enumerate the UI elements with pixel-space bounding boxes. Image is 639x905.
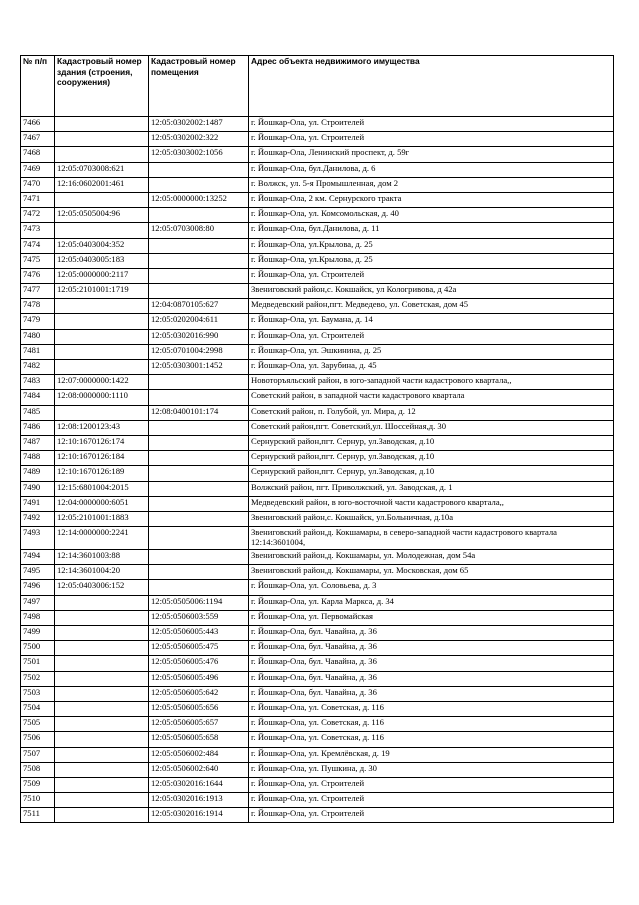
- cell-building-cadastral: [55, 329, 149, 344]
- table-header: [21, 56, 614, 117]
- table-row: [21, 580, 614, 595]
- cell-address: Сернурский район,пгт. Сернур, ул.Заводская, д.10: [249, 466, 614, 481]
- table-row: [21, 314, 614, 329]
- cell-room-cadastral: 12:05:0303002:1056: [149, 147, 249, 162]
- cell-num: 7478: [21, 299, 55, 314]
- table-row: [21, 595, 614, 610]
- table-row: [21, 344, 614, 359]
- cell-room-cadastral: [149, 580, 249, 595]
- table-row: [21, 762, 614, 777]
- cell-building-cadastral: 12:16:0602001:461: [55, 177, 149, 192]
- table-row: [21, 626, 614, 641]
- table-row: [21, 550, 614, 565]
- cell-num: 7470: [21, 177, 55, 192]
- cell-num: 7479: [21, 314, 55, 329]
- cell-address: г. Йошкар-Ола, ул.Крылова, д. 25: [249, 238, 614, 253]
- cell-room-cadastral: [149, 268, 249, 283]
- cell-building-cadastral: [55, 671, 149, 686]
- cell-building-cadastral: [55, 717, 149, 732]
- cell-num: 7468: [21, 147, 55, 162]
- cell-address: г. Йошкар-Ола, ул. Зарубина, д. 45: [249, 360, 614, 375]
- cell-address: Звениговский район,д. Кокшамары, ул. Московская, дом 65: [249, 565, 614, 580]
- cell-num: 7481: [21, 344, 55, 359]
- cell-room-cadastral: 12:05:0202004:611: [149, 314, 249, 329]
- table-row: [21, 117, 614, 132]
- cell-num: 7482: [21, 360, 55, 375]
- cell-num: 7492: [21, 511, 55, 526]
- table-row: [21, 686, 614, 701]
- cell-num: 7506: [21, 732, 55, 747]
- cell-num: 7508: [21, 762, 55, 777]
- cell-room-cadastral: 12:05:0302016:1913: [149, 793, 249, 808]
- cell-address: Медведевский район,пгт. Медведево, ул. Советская, дом 45: [249, 299, 614, 314]
- table-row: [21, 747, 614, 762]
- cell-building-cadastral: [55, 732, 149, 747]
- cell-building-cadastral: 12:05:2101001:1883: [55, 511, 149, 526]
- cell-room-cadastral: [149, 284, 249, 299]
- cell-building-cadastral: 12:14:0000000:2241: [55, 527, 149, 550]
- table-row: [21, 565, 614, 580]
- header-building-cadastral: Кадастровый номер здания (строения, сооружения): [55, 56, 149, 117]
- cell-num: 7490: [21, 481, 55, 496]
- cell-num: 7511: [21, 808, 55, 823]
- cell-building-cadastral: [55, 314, 149, 329]
- cell-num: 7472: [21, 208, 55, 223]
- cell-num: 7469: [21, 162, 55, 177]
- cell-room-cadastral: 12:04:0870105:627: [149, 299, 249, 314]
- cell-room-cadastral: 12:05:0506005:642: [149, 686, 249, 701]
- table-row: [21, 147, 614, 162]
- cell-num: 7473: [21, 223, 55, 238]
- cell-num: 7477: [21, 284, 55, 299]
- table-row: [21, 284, 614, 299]
- cell-building-cadastral: 12:05:0403004:352: [55, 238, 149, 253]
- cell-address: г. Йошкар-Ола, ул. Эшкинина, д. 25: [249, 344, 614, 359]
- cell-address: г. Йошкар-Ола, ул. Строителей: [249, 132, 614, 147]
- cell-room-cadastral: 12:05:0302002:1487: [149, 117, 249, 132]
- cell-address: г. Йошкар-Ола, бул. Чавайна, д. 36: [249, 641, 614, 656]
- cell-building-cadastral: [55, 360, 149, 375]
- cell-address: г. Йошкар-Ола, бул.Данилова, д. 6: [249, 162, 614, 177]
- cell-num: 7485: [21, 405, 55, 420]
- cell-building-cadastral: 12:05:2101001:1719: [55, 284, 149, 299]
- cell-address: г. Йошкар-Ола, бул. Чавайна, д. 36: [249, 626, 614, 641]
- cell-address: г. Йошкар-Ола, ул. Первомайская: [249, 610, 614, 625]
- cell-address: Волжский район, пгт. Приволжский, ул. Заводская, д. 1: [249, 481, 614, 496]
- cell-room-cadastral: [149, 375, 249, 390]
- cell-building-cadastral: [55, 641, 149, 656]
- table-row: [21, 375, 614, 390]
- cell-num: 7501: [21, 656, 55, 671]
- cell-building-cadastral: [55, 777, 149, 792]
- cell-num: 7486: [21, 420, 55, 435]
- cell-num: 7471: [21, 192, 55, 207]
- cell-num: 7467: [21, 132, 55, 147]
- table-row: [21, 717, 614, 732]
- cell-room-cadastral: [149, 481, 249, 496]
- table-row: [21, 732, 614, 747]
- cell-address: г. Йошкар-Ола, ул. Строителей: [249, 793, 614, 808]
- table-row: [21, 511, 614, 526]
- cell-address: г. Йошкар-Ола, бул.Данилова, д. 11: [249, 223, 614, 238]
- cell-building-cadastral: 12:05:0000000:2117: [55, 268, 149, 283]
- cell-building-cadastral: 12:05:0403006:152: [55, 580, 149, 595]
- cell-building-cadastral: [55, 626, 149, 641]
- table-row: [21, 208, 614, 223]
- cell-building-cadastral: [55, 656, 149, 671]
- header-address: Адрес объекта недвижимого имущества: [249, 56, 614, 117]
- cell-address: Медведевский район, в юго-восточной части кадастрового квартала,,: [249, 496, 614, 511]
- cell-room-cadastral: [149, 511, 249, 526]
- table-row: [21, 132, 614, 147]
- cell-room-cadastral: [149, 420, 249, 435]
- cell-num: 7466: [21, 117, 55, 132]
- cell-room-cadastral: 12:05:0303001:1452: [149, 360, 249, 375]
- table-row: [21, 390, 614, 405]
- cell-building-cadastral: 12:10:1670126:174: [55, 435, 149, 450]
- cell-building-cadastral: 12:05:0703008:621: [55, 162, 149, 177]
- cell-address: г. Йошкар-Ола, ул. Комсомольская, д. 40: [249, 208, 614, 223]
- cell-building-cadastral: 12:04:0000000:6051: [55, 496, 149, 511]
- cell-room-cadastral: [149, 527, 249, 550]
- cell-room-cadastral: 12:05:0506005:657: [149, 717, 249, 732]
- table-row: [21, 177, 614, 192]
- cell-num: 7474: [21, 238, 55, 253]
- cell-num: 7505: [21, 717, 55, 732]
- cell-building-cadastral: [55, 793, 149, 808]
- cell-building-cadastral: 12:14:3601004:20: [55, 565, 149, 580]
- cell-num: 7484: [21, 390, 55, 405]
- cell-building-cadastral: [55, 147, 149, 162]
- cell-room-cadastral: 12:05:0506005:656: [149, 701, 249, 716]
- table-row: [21, 329, 614, 344]
- cell-room-cadastral: 12:05:0506003:559: [149, 610, 249, 625]
- cell-num: 7503: [21, 686, 55, 701]
- cell-address: Советский район, в западной части кадастрового квартала: [249, 390, 614, 405]
- cell-building-cadastral: 12:10:1670126:184: [55, 451, 149, 466]
- cell-building-cadastral: 12:10:1670126:189: [55, 466, 149, 481]
- cell-room-cadastral: 12:05:0703008:80: [149, 223, 249, 238]
- cell-building-cadastral: 12:08:1200123:43: [55, 420, 149, 435]
- table-row: [21, 641, 614, 656]
- table-row: [21, 808, 614, 823]
- table-row: [21, 405, 614, 420]
- cell-room-cadastral: 12:05:0302016:1914: [149, 808, 249, 823]
- cell-address: г. Йошкар-Ола, ул. Строителей: [249, 117, 614, 132]
- cell-num: 7496: [21, 580, 55, 595]
- cell-num: 7497: [21, 595, 55, 610]
- cell-building-cadastral: 12:15:6801004:2015: [55, 481, 149, 496]
- cell-address: Сернурский район,пгт. Сернур, ул.Заводская, д.10: [249, 435, 614, 450]
- cell-building-cadastral: [55, 223, 149, 238]
- cell-room-cadastral: 12:05:0506005:475: [149, 641, 249, 656]
- cell-room-cadastral: [149, 238, 249, 253]
- cell-address: Сернурский район,пгт. Сернур, ул.Заводская, д.10: [249, 451, 614, 466]
- cell-address: г. Йошкар-Ола, бул. Чавайна, д. 36: [249, 656, 614, 671]
- cell-address: г. Йошкар-Ола, ул. Строителей: [249, 329, 614, 344]
- cell-num: 7489: [21, 466, 55, 481]
- cell-address: г. Йошкар-Ола, ул. Карла Маркса, д. 34: [249, 595, 614, 610]
- cell-address: г. Йошкар-Ола, 2 км. Сернурского тракта: [249, 192, 614, 207]
- cell-address: Звениговский район,д. Кокшамары, в северо-западной части кадастрового квартала 12:14:3601004,: [249, 527, 614, 550]
- cell-num: 7487: [21, 435, 55, 450]
- cell-room-cadastral: 12:05:0505006:1194: [149, 595, 249, 610]
- cell-address: г. Волжск, ул. 5-я Промышленная, дом 2: [249, 177, 614, 192]
- cell-address: г. Йошкар-Ола, бул. Чавайна, д. 36: [249, 671, 614, 686]
- cell-num: 7495: [21, 565, 55, 580]
- cell-room-cadastral: 12:05:0000000:13252: [149, 192, 249, 207]
- cell-building-cadastral: [55, 192, 149, 207]
- table-row: [21, 481, 614, 496]
- table-row: [21, 527, 614, 550]
- table-row: [21, 223, 614, 238]
- cell-room-cadastral: 12:05:0701004:2998: [149, 344, 249, 359]
- header-num: № п/п: [21, 56, 55, 117]
- table-row: [21, 299, 614, 314]
- cell-address: Советский район, п. Голубой, ул. Мира, д. 12: [249, 405, 614, 420]
- cell-building-cadastral: [55, 610, 149, 625]
- cell-building-cadastral: [55, 344, 149, 359]
- cell-building-cadastral: [55, 117, 149, 132]
- cell-room-cadastral: [149, 177, 249, 192]
- cell-address: г. Йошкар-Ола, ул. Соловьева, д. 3: [249, 580, 614, 595]
- cell-address: Советский район,пгт. Советский,ул. Шоссейная,д. 30: [249, 420, 614, 435]
- table-body: [21, 117, 614, 823]
- table-row: [21, 192, 614, 207]
- table-row: [21, 656, 614, 671]
- cell-building-cadastral: 12:08:0000000:1110: [55, 390, 149, 405]
- cell-building-cadastral: [55, 701, 149, 716]
- cell-building-cadastral: [55, 132, 149, 147]
- cell-room-cadastral: [149, 451, 249, 466]
- cell-address: г. Йошкар-Ола, ул. Советская, д. 116: [249, 732, 614, 747]
- cell-num: 7507: [21, 747, 55, 762]
- cell-address: г. Йошкар-Ола, ул. Пушкина, д. 30: [249, 762, 614, 777]
- cell-num: 7491: [21, 496, 55, 511]
- cell-building-cadastral: [55, 405, 149, 420]
- cell-address: г. Йошкар-Ола, ул. Кремлёвская, д. 19: [249, 747, 614, 762]
- cell-building-cadastral: 12:14:3601003:88: [55, 550, 149, 565]
- cell-building-cadastral: [55, 762, 149, 777]
- cell-num: 7476: [21, 268, 55, 283]
- table-row: [21, 451, 614, 466]
- table-row: [21, 610, 614, 625]
- cell-room-cadastral: [149, 390, 249, 405]
- table-row: [21, 777, 614, 792]
- cell-num: 7493: [21, 527, 55, 550]
- cell-room-cadastral: 12:05:0506002:484: [149, 747, 249, 762]
- cell-num: 7499: [21, 626, 55, 641]
- cell-num: 7500: [21, 641, 55, 656]
- cell-address: г. Йошкар-Ола, бул. Чавайна, д. 36: [249, 686, 614, 701]
- cell-address: г. Йошкар-Ола, Ленинский проспект, д. 59г: [249, 147, 614, 162]
- cell-address: г. Йошкар-Ола, ул. Строителей: [249, 808, 614, 823]
- cell-room-cadastral: 12:05:0506005:443: [149, 626, 249, 641]
- cell-building-cadastral: 12:05:0403005:183: [55, 253, 149, 268]
- cell-address: г. Йошкар-Ола, ул. Советская, д. 116: [249, 717, 614, 732]
- cell-room-cadastral: [149, 162, 249, 177]
- cell-room-cadastral: 12:05:0302016:1644: [149, 777, 249, 792]
- cell-address: г. Йошкар-Ола, ул. Советская, д. 116: [249, 701, 614, 716]
- cell-building-cadastral: [55, 808, 149, 823]
- cell-room-cadastral: [149, 466, 249, 481]
- cell-address: г. Йошкар-Ола, ул. Баумана, д. 14: [249, 314, 614, 329]
- cell-room-cadastral: [149, 565, 249, 580]
- table-row: [21, 268, 614, 283]
- cell-num: 7498: [21, 610, 55, 625]
- cell-address: г. Йошкар-Ола, ул. Строителей: [249, 268, 614, 283]
- cell-num: 7488: [21, 451, 55, 466]
- cell-room-cadastral: [149, 253, 249, 268]
- table-row: [21, 466, 614, 481]
- cell-room-cadastral: [149, 435, 249, 450]
- cell-num: 7475: [21, 253, 55, 268]
- cell-room-cadastral: 12:05:0302016:990: [149, 329, 249, 344]
- cell-address: г. Йошкар-Ола, ул.Крылова, д. 25: [249, 253, 614, 268]
- table-row: [21, 496, 614, 511]
- table-row: [21, 360, 614, 375]
- cell-room-cadastral: [149, 208, 249, 223]
- cell-address: г. Йошкар-Ола, ул. Строителей: [249, 777, 614, 792]
- cell-room-cadastral: 12:05:0506005:476: [149, 656, 249, 671]
- cell-num: 7510: [21, 793, 55, 808]
- table-row: [21, 793, 614, 808]
- cell-room-cadastral: 12:05:0506002:640: [149, 762, 249, 777]
- cell-building-cadastral: 12:05:0505004:96: [55, 208, 149, 223]
- property-table: [20, 55, 614, 823]
- table-row: [21, 162, 614, 177]
- cell-address: Звениговский район,с. Кокшайск, ул.Больничная, д.10а: [249, 511, 614, 526]
- cell-building-cadastral: [55, 686, 149, 701]
- cell-num: 7480: [21, 329, 55, 344]
- cell-room-cadastral: 12:05:0506005:496: [149, 671, 249, 686]
- cell-building-cadastral: [55, 299, 149, 314]
- cell-building-cadastral: 12:07:0000000:1422: [55, 375, 149, 390]
- cell-num: 7494: [21, 550, 55, 565]
- cell-address: Звениговский район,с. Кокшайск, ул Кологривова, д 42а: [249, 284, 614, 299]
- cell-num: 7509: [21, 777, 55, 792]
- header-room-cadastral: Кадастровый номер помещения: [149, 56, 249, 117]
- cell-building-cadastral: [55, 747, 149, 762]
- cell-room-cadastral: 12:05:0506005:658: [149, 732, 249, 747]
- cell-room-cadastral: 12:08:0400101:174: [149, 405, 249, 420]
- cell-building-cadastral: [55, 595, 149, 610]
- table-row: [21, 253, 614, 268]
- cell-address: Новоторъяльский район, в юго-западной части кадастрового квартала,,: [249, 375, 614, 390]
- table-row: [21, 701, 614, 716]
- cell-num: 7504: [21, 701, 55, 716]
- cell-num: 7483: [21, 375, 55, 390]
- cell-room-cadastral: 12:05:0302002:322: [149, 132, 249, 147]
- table-row: [21, 671, 614, 686]
- cell-room-cadastral: [149, 550, 249, 565]
- cell-room-cadastral: [149, 496, 249, 511]
- table-row: [21, 238, 614, 253]
- cell-address: Звениговский район,д. Кокшамары, ул. Молодежная, дом 54а: [249, 550, 614, 565]
- table-row: [21, 420, 614, 435]
- cell-num: 7502: [21, 671, 55, 686]
- table-row: [21, 435, 614, 450]
